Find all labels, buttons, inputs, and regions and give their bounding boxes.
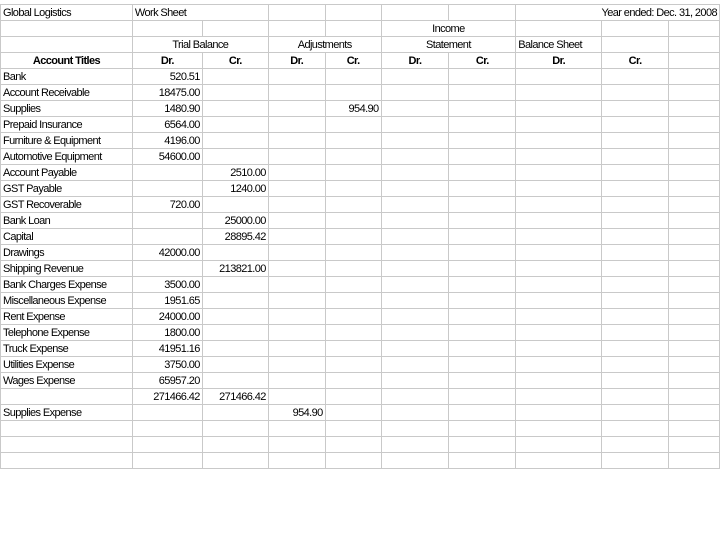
adj-dr-cell[interactable] [268,373,325,389]
account-title[interactable]: Bank Charges Expense [1,277,133,293]
account-row [1,261,720,277]
adj-cr-cell[interactable] [325,213,381,229]
account-title[interactable]: Miscellaneous Expense [1,293,133,309]
account-title[interactable]: Account Payable [1,165,133,181]
account-row [1,293,720,309]
tb-cr-cell[interactable] [202,69,268,85]
adj-cr-cell[interactable] [325,133,381,149]
tb-cr-cell[interactable] [202,277,268,293]
adj-dr-cell[interactable] [268,117,325,133]
account-title[interactable]: Prepaid Insurance [1,117,133,133]
account-title[interactable]: Bank [1,69,133,85]
tb-dr-cell[interactable] [132,165,202,181]
account-title[interactable]: GST Payable [1,181,133,197]
account-title[interactable]: Telephone Expense [1,325,133,341]
adj-cr-cell[interactable] [325,229,381,245]
balance-sheet-header[interactable]: Balance Sheet [516,37,602,53]
income-label[interactable]: Income [381,21,516,37]
account-row [1,101,720,117]
adj-cr-cell[interactable] [325,373,381,389]
adj-dr-cell[interactable] [268,101,325,117]
tb-dr-cell[interactable]: 1800.00 [132,325,202,341]
worksheet-grid [0,4,720,469]
tb-dr-total[interactable]: 271466.42 [132,389,202,405]
tb-cr-cell[interactable] [202,245,268,261]
account-row [1,341,720,357]
account-row [1,277,720,293]
account-row [1,117,720,133]
is-dr-header[interactable]: Dr. [381,53,449,69]
adj-cr-cell[interactable] [325,341,381,357]
account-row [1,69,720,85]
company-name[interactable]: Global Logistics [1,5,133,21]
account-row [1,165,720,181]
adj-dr-cell[interactable] [268,229,325,245]
adj-dr-cell[interactable] [268,309,325,325]
account-row [1,85,720,101]
tb-cr-cell[interactable] [202,117,268,133]
adj-cr-cell[interactable] [325,165,381,181]
account-row [1,373,720,389]
tb-dr-cell[interactable]: 42000.00 [132,245,202,261]
is-cr-header[interactable]: Cr. [449,53,516,69]
account-row [1,309,720,325]
tb-cr-cell[interactable] [202,341,268,357]
adj-dr-cell[interactable] [268,181,325,197]
tb-cr-cell[interactable] [202,373,268,389]
empty-row [1,437,720,453]
section-header-row [1,37,720,53]
adj-dr-cell[interactable] [268,357,325,373]
adj-cr-cell[interactable] [325,181,381,197]
tb-cr-total[interactable]: 271466.42 [202,389,268,405]
adj-cr-cell[interactable]: 954.90 [325,101,381,117]
account-row [1,405,720,421]
tb-dr-cell[interactable]: 65957.20 [132,373,202,389]
bs-dr-header[interactable]: Dr. [516,53,602,69]
account-title[interactable]: Automotive Equipment [1,149,133,165]
account-title[interactable]: Shipping Revenue [1,261,133,277]
adj-cr-cell[interactable] [325,405,381,421]
adj-cr-cell[interactable] [325,293,381,309]
adj-dr-cell[interactable] [268,85,325,101]
adj-dr-cell[interactable] [268,133,325,149]
tb-dr-cell[interactable]: 520.51 [132,69,202,85]
account-title[interactable]: Capital [1,229,133,245]
tb-cr-cell[interactable] [202,197,268,213]
trial-balance-header[interactable]: Trial Balance [132,37,268,53]
account-title[interactable]: Account Receivable [1,85,133,101]
tb-cr-cell[interactable] [202,149,268,165]
empty-row [1,421,720,437]
adj-dr-cell[interactable] [268,325,325,341]
tb-dr-cell[interactable]: 24000.00 [132,309,202,325]
account-title[interactable]: Drawings [1,245,133,261]
year-ended[interactable]: Year ended: Dec. 31, 2008 [516,5,720,21]
account-title[interactable]: Rent Expense [1,309,133,325]
adj-cr-cell[interactable] [325,69,381,85]
tb-cr-cell[interactable] [202,101,268,117]
tb-dr-cell[interactable]: 720.00 [132,197,202,213]
income-label-row [1,21,720,37]
adj-cr-cell[interactable] [325,117,381,133]
tb-dr-cell[interactable] [132,181,202,197]
tb-dr-cell[interactable]: 1951.65 [132,293,202,309]
bs-cr-header[interactable]: Cr. [602,53,669,69]
tb-dr-header[interactable]: Dr. [132,53,202,69]
empty-row [1,453,720,469]
account-row [1,213,720,229]
adj-cr-cell[interactable] [325,245,381,261]
tb-cr-cell[interactable] [202,133,268,149]
tb-cr-cell[interactable]: 1240.00 [202,181,268,197]
account-row [1,133,720,149]
tb-cr-cell[interactable] [202,357,268,373]
totals-row [1,389,720,405]
adj-dr-cell[interactable]: 954.90 [268,405,325,421]
tb-dr-cell[interactable]: 6564.00 [132,117,202,133]
adj-dr-cell[interactable] [268,341,325,357]
title-row [1,5,720,21]
adj-cr-cell[interactable] [325,277,381,293]
adj-dr-cell[interactable] [268,261,325,277]
adjustments-header[interactable]: Adjustments [268,37,381,53]
adj-cr-cell[interactable] [325,261,381,277]
adj-dr-cell[interactable] [268,277,325,293]
tb-cr-cell[interactable] [202,293,268,309]
tb-cr-cell[interactable] [202,325,268,341]
tb-dr-cell[interactable]: 54600.00 [132,149,202,165]
adj-dr-cell[interactable] [268,197,325,213]
account-row [1,149,720,165]
account-row [1,325,720,341]
account-title[interactable]: Truck Expense [1,341,133,357]
tb-cr-header[interactable]: Cr. [202,53,268,69]
tb-cr-cell[interactable] [202,309,268,325]
tb-cr-cell[interactable]: 213821.00 [202,261,268,277]
adj-cr-cell[interactable] [325,309,381,325]
income-statement-header[interactable]: Statement [381,37,516,53]
tb-dr-cell[interactable]: 18475.00 [132,85,202,101]
account-row [1,181,720,197]
column-header-row [1,53,720,69]
tb-dr-cell[interactable] [132,213,202,229]
account-row [1,357,720,373]
adj-dr-cell[interactable] [268,245,325,261]
account-title[interactable]: GST Recoverable [1,197,133,213]
tb-dr-cell[interactable] [132,405,202,421]
account-row [1,245,720,261]
account-title[interactable]: Supplies [1,101,133,117]
account-title[interactable]: Furniture & Equipment [1,133,133,149]
account-row [1,197,720,213]
adj-cr-cell[interactable] [325,357,381,373]
adj-dr-cell[interactable] [268,149,325,165]
account-title[interactable]: Bank Loan [1,213,133,229]
account-title[interactable]: Wages Expense [1,373,133,389]
adj-dr-cell[interactable] [268,69,325,85]
adj-dr-cell[interactable] [268,293,325,309]
account-title[interactable]: Utilities Expense [1,357,133,373]
tb-cr-cell[interactable] [202,85,268,101]
account-row [1,229,720,245]
adj-dr-cell[interactable] [268,165,325,181]
adj-cr-cell[interactable] [325,149,381,165]
adj-cr-header[interactable]: Cr. [325,53,381,69]
tb-dr-cell[interactable]: 3750.00 [132,357,202,373]
tb-dr-cell[interactable]: 4196.00 [132,133,202,149]
adj-cr-cell[interactable] [325,325,381,341]
tb-dr-cell[interactable] [132,261,202,277]
sheet-title[interactable]: Work Sheet [132,5,268,21]
tb-dr-cell[interactable]: 1480.90 [132,101,202,117]
tb-cr-cell[interactable]: 25000.00 [202,213,268,229]
adj-cr-cell[interactable] [325,197,381,213]
tb-cr-cell[interactable]: 2510.00 [202,165,268,181]
tb-dr-cell[interactable]: 41951.16 [132,341,202,357]
tb-dr-cell[interactable]: 3500.00 [132,277,202,293]
adj-cr-cell[interactable] [325,85,381,101]
account-titles-header[interactable]: Account Titles [1,53,133,69]
account-title[interactable]: Supplies Expense [1,405,133,421]
tb-cr-cell[interactable]: 28895.42 [202,229,268,245]
tb-cr-cell[interactable] [202,405,268,421]
adj-dr-header[interactable]: Dr. [268,53,325,69]
tb-dr-cell[interactable] [132,229,202,245]
adj-dr-cell[interactable] [268,213,325,229]
